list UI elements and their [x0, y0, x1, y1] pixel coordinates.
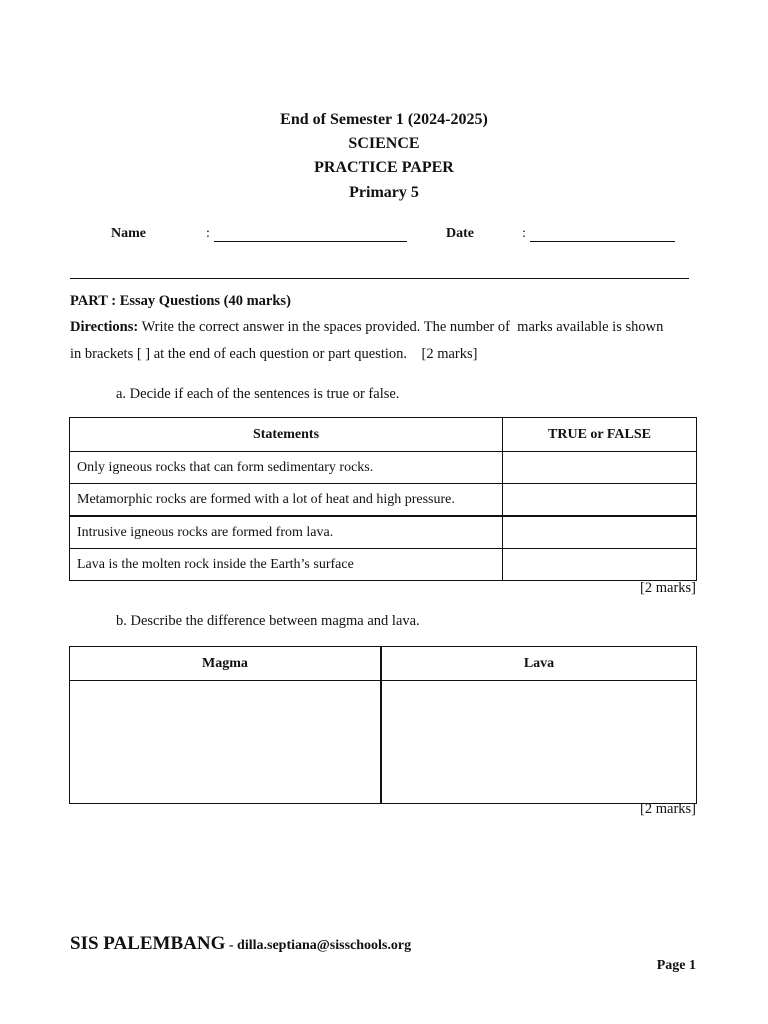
magma-lava-table	[69, 646, 697, 804]
date-colon: :	[522, 226, 526, 241]
answer-cell[interactable]	[503, 516, 697, 549]
date-field[interactable]	[530, 228, 675, 242]
school-email: dilla.septiana@sisschools.org	[237, 938, 412, 953]
table-row	[70, 516, 697, 549]
answer-cell[interactable]	[503, 549, 697, 581]
directions-line-2: in brackets [ ] at the end of each question or part question. [2 marks]	[70, 346, 478, 362]
grade-title: Primary 5	[349, 184, 419, 201]
statement-cell: Lava is the molten rock inside the Earth’s surface	[70, 549, 503, 581]
question-b-prompt: b. Describe the difference between magma and lava.	[116, 613, 420, 629]
subject-title: SCIENCE	[348, 135, 420, 152]
lava-answer-cell[interactable]	[381, 681, 697, 804]
directions-label: Directions:	[70, 319, 139, 335]
table-row	[70, 549, 697, 581]
answer-cell[interactable]	[503, 452, 697, 484]
name-field[interactable]	[214, 228, 407, 242]
statement-cell: Metamorphic rocks are formed with a lot of heat and high pressure.	[70, 484, 503, 517]
lava-header: Lava	[381, 647, 697, 681]
directions-text-1: Write the correct answer in the spaces provided. The number of marks available is shown	[138, 319, 664, 335]
exam-title: End of Semester 1 (2024-2025)	[280, 111, 488, 128]
table-row	[70, 452, 697, 484]
part-title: PART : Essay Questions (40 marks)	[70, 293, 291, 309]
footer-school	[70, 933, 411, 955]
magma-header: Magma	[70, 647, 382, 681]
true-false-table	[69, 417, 697, 581]
question-b-marks: [2 marks]	[640, 801, 696, 817]
table-row	[70, 681, 697, 804]
answer-cell[interactable]	[503, 484, 697, 517]
statement-cell: Only igneous rocks that can form sedimentary rocks.	[70, 452, 503, 484]
statements-header: Statements	[70, 418, 503, 452]
question-a-marks: [2 marks]	[640, 580, 696, 596]
question-a-prompt: a. Decide if each of the sentences is true or false.	[116, 386, 400, 402]
magma-answer-cell[interactable]	[70, 681, 382, 804]
name-colon: :	[206, 226, 210, 241]
directions-line-1	[70, 314, 663, 341]
true-false-header: TRUE or FALSE	[503, 418, 697, 452]
date-label: Date	[446, 226, 474, 241]
table-row	[70, 484, 697, 517]
page-number: Page 1	[656, 958, 696, 973]
paper-type-title: PRACTICE PAPER	[314, 159, 454, 176]
header-divider	[70, 278, 689, 279]
school-name: SIS PALEMBANG	[70, 933, 226, 954]
statement-cell: Intrusive igneous rocks are formed from lava.	[70, 516, 503, 549]
name-label: Name	[111, 226, 146, 241]
footer-separator: -	[225, 938, 238, 953]
